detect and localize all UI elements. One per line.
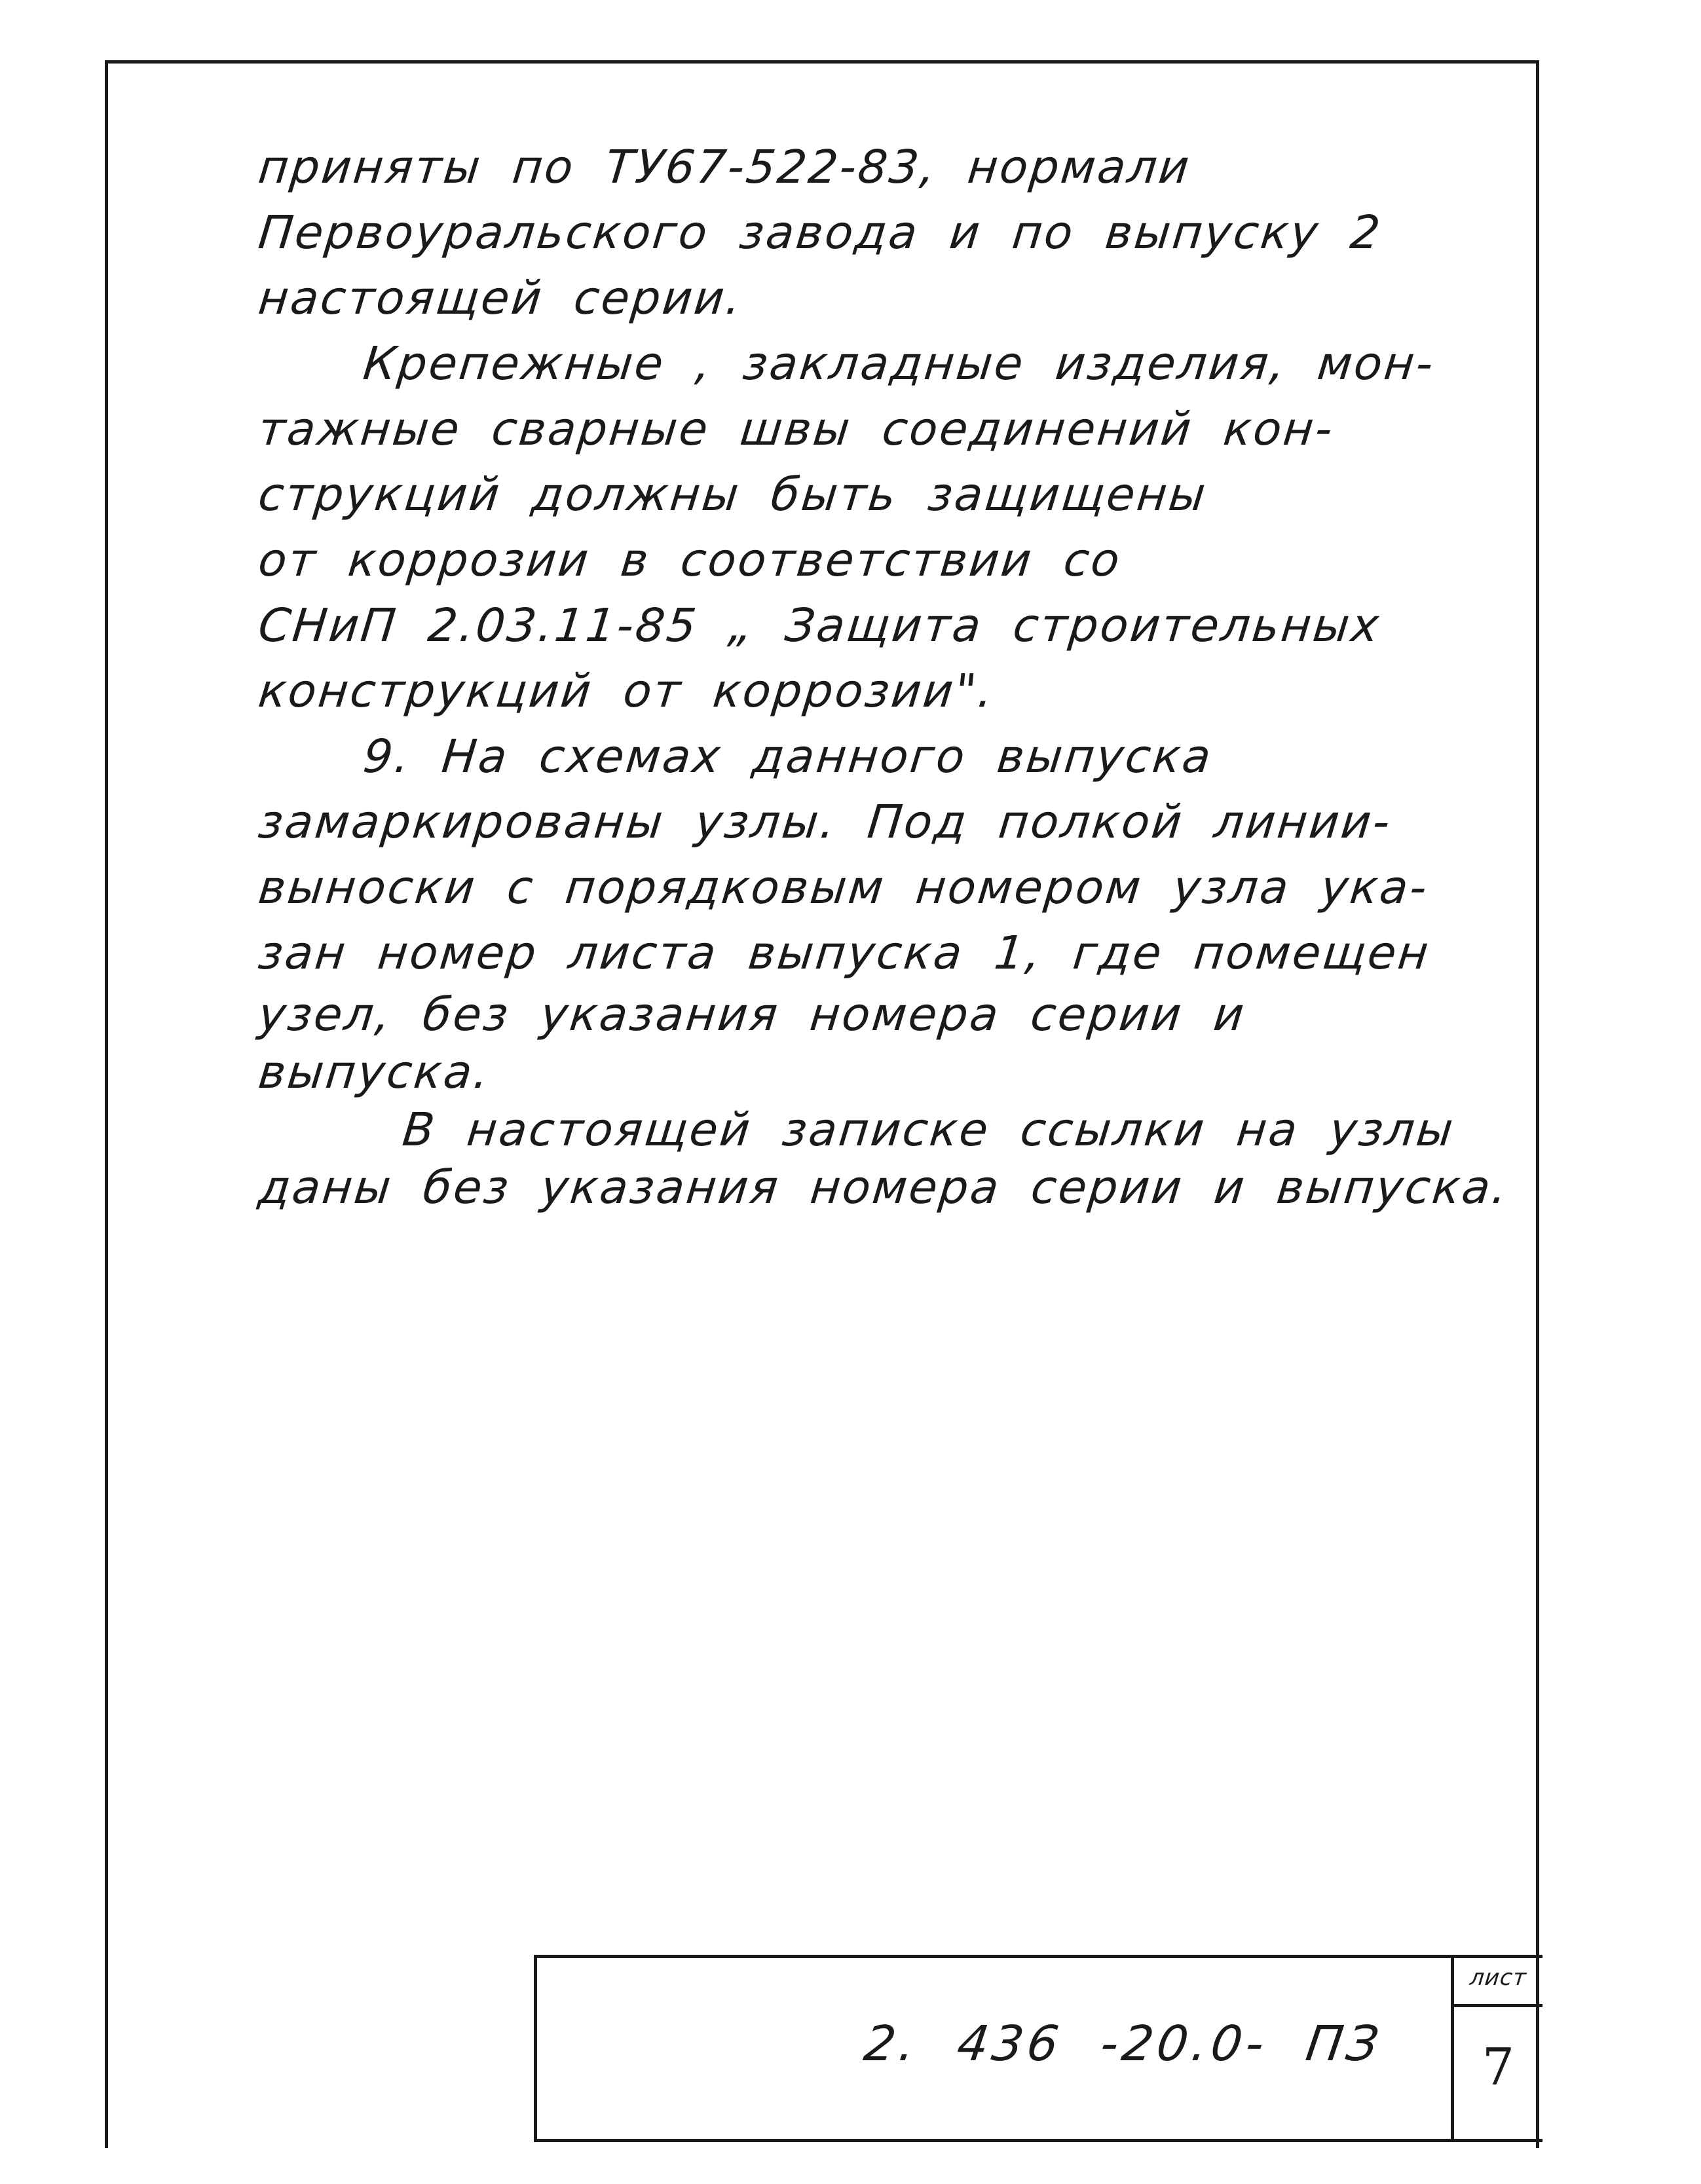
note-line: приняты по ТУ67-522-83, нормали: [255, 140, 1194, 194]
sheet-cell-divider: [1454, 2004, 1542, 2007]
note-line: В настоящей записке ссылки на узлы: [400, 1103, 1458, 1157]
note-line: Крепежные , закладные изделия, мон-: [360, 337, 1438, 390]
handwritten-notes: [255, 134, 1512, 1216]
note-line: струкций должны быть защищены: [255, 468, 1210, 521]
note-line: тажные сварные швы соединений кон-: [255, 402, 1337, 456]
note-line: от коррозии в соответствии со: [255, 533, 1125, 587]
note-line: выноски с порядковым номером узла ука-: [255, 861, 1432, 914]
note-line: выпуска.: [255, 1045, 493, 1099]
note-line: настоящей серии.: [255, 271, 746, 325]
sheet-number: 7: [1482, 2038, 1515, 2097]
title-block: [534, 1955, 1542, 2142]
note-line: узел, без указания номера серии и: [255, 988, 1249, 1041]
note-line: замаркированы узлы. Под полкой линии-: [255, 795, 1394, 849]
sheet-label: лист: [1468, 1965, 1528, 1991]
note-line: даны без указания номера серии и выпуска.: [255, 1160, 1512, 1214]
note-line: зан номер листа выпуска 1, где помещен: [255, 926, 1433, 980]
note-line: конструкций от коррозии".: [255, 664, 998, 718]
note-line: Первоуральского завода и по выпуску 2: [255, 206, 1385, 259]
note-line: 9. На схемах данного выпуска: [360, 730, 1216, 783]
document-code: 2. 436 -20.0- ПЗ: [860, 2016, 1386, 2072]
sheet-cell: [1451, 1958, 1542, 2142]
note-line: СНиП 2.03.11-85 „ Защита строительных: [255, 599, 1383, 652]
